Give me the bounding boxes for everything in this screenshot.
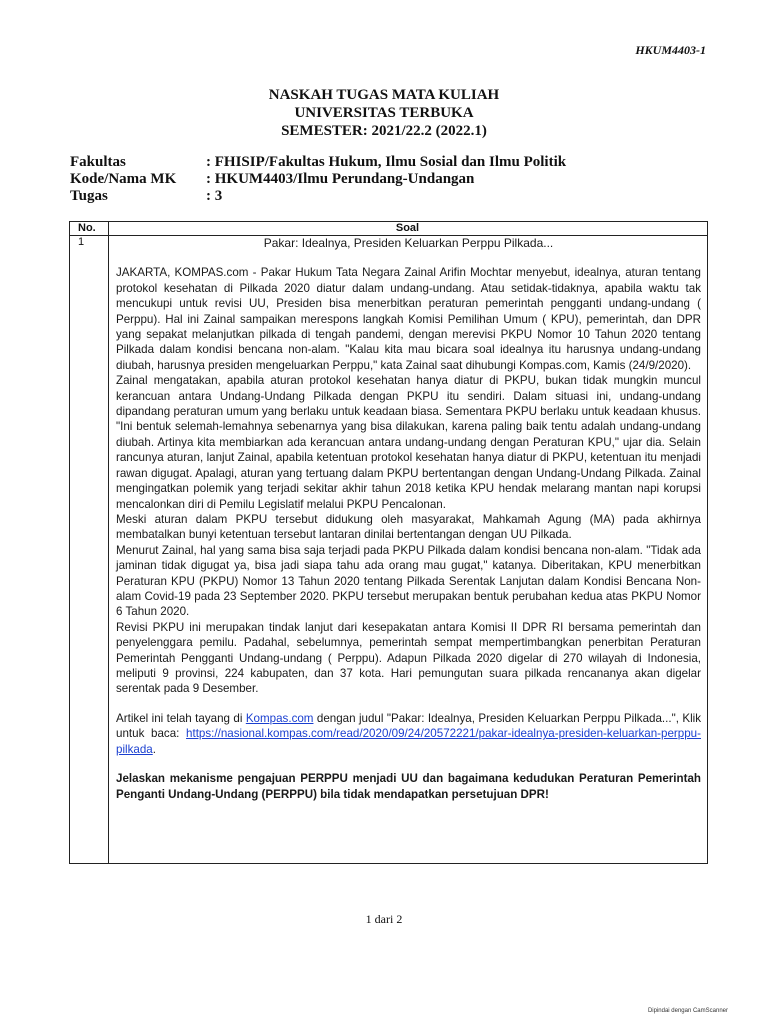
meta-key: Tugas: [70, 188, 108, 204]
title-line-1: NASKAH TUGAS MATA KULIAH: [268, 87, 500, 103]
meta-value: : 3: [206, 188, 223, 204]
article-heading: Pakar: Idealnya, Presiden Keluarkan Perppu Pilkada...: [263, 236, 554, 250]
source-suffix: .: [152, 742, 156, 756]
article-source: [116, 711, 701, 757]
meta-key: Kode/Nama MK: [70, 171, 177, 187]
page-number: 1 dari 2: [365, 912, 403, 926]
assignment-question: Jelaskan mekanisme pengajuan PERPPU menjadi UU dan bagaimana kedudukan Peraturan Pemerintah Penganti Undang-Undang (PERPPU) bila tidak mendapatkan persetujuan DPR!: [116, 772, 701, 801]
kompas-link[interactable]: Kompas.com: [245, 711, 314, 725]
title-line-2: UNIVERSITAS TERBUKA: [294, 105, 474, 121]
question-content: [116, 236, 701, 803]
article-paragraph-1: JAKARTA, KOMPAS.com - Pakar Hukum Tata Negara Zainal Arifin Mochtar menyebut, idealnya, aturan tentang protokol kesehatan di Pilkada 2020 diatur dalam undang-undang. Atau setidak-tidaknya, apabila waktu tak mencukupi untuk revisi UU, Presiden bisa menerbitkan peraturan pemerintah pengganti undang-undang ( Perppu). Hal ini Zainal sampaikan merespons langkah Komisi Pemilihan Umum ( KPU), pemerintah, dan DPR yang sepakat melanjutkan pilkada di tengah pandemi, dengan merevisi PKPU Nomor 10 Tahun 2020 tentang Pilkada dalam kondisi bencana non-alam. "Kalau kita mau bicara soal idealnya itu harusnya undang-undang diubah, harusnya presiden mengeluarkan Perppu," kata Zainal saat dihubungi Kompas.com, Kamis (24/9/2020).: [116, 266, 701, 372]
meta-row-kode: [70, 171, 566, 188]
course-meta: [70, 154, 566, 205]
meta-row-tugas: [70, 188, 566, 205]
article-paragraph-4: Menurut Zainal, hal yang sama bisa saja terjadi pada PKPU Pilkada dalam kondisi bencana non-alam. "Tidak ada jaminan tidak digugat ya, bisa jadi siapa tahu ada orang mau gugat," katanya. Diberitakan, KPU menerbitkan Peraturan KPU (PKPU) Nomor 13 Tahun 2020 tentang Pilkada Serentak Lanjutan dalam Kondisi Bencana Non-alam Covid-19 pada 23 September 2020. PKPU tersebut merupakan bentuk perubahan kedua atas PKPU Nomor 6 Tahun 2020.: [116, 543, 701, 619]
question-table: [69, 221, 708, 864]
header-soal: Soal: [395, 222, 420, 234]
meta-value: : HKUM4403/Ilmu Perundang-Undangan: [206, 171, 475, 187]
article-paragraph-3: Meski aturan dalam PKPU tersebut didukung oleh masyarakat, Mahkamah Agung (MA) pada akhirnya membatalkan bunyi ketentuan tersebut lantaran dinilai bertentangan dengan UU Pilkada.: [116, 512, 701, 542]
source-middle: dengan judul "Pakar: Idealnya, Presiden Keluarkan Perppu Pilkada...", Klik untuk baca:: [116, 711, 702, 741]
document-title: [0, 86, 768, 140]
article-paragraph-2: Zainal mengatakan, apabila aturan protokol kesehatan hanya diatur di PKPU, bukan tidak mungkin muncul kerancuan antara Undang-Undang Pilkada dengan PKPU itu sendiri. Dalam situasi ini, undang-undang dipandang peraturan umum yang berlaku untuk keadaan biasa. Sementara PKPU berlaku untuk keadaan khusus. "Ini bentuk selemah-lemahnya sebenarnya yang bisa dilakukan, karena paling baik tentu adalah undang-undang diubah. Artinya kita membiarkan ada kerancuan antara undang-undang dengan Peraturan KPU," ujar dia. Selain rancunya aturan, lanjut Zainal, apabila ketentuan protokol kesehatan hanya diatur di PKPU, ketentuan itu menjadi rawan digugat. Apalagi, aturan yang tertuang dalam PKPU bertentangan dengan Undang-Undang Pilkada. Zainal mengingatkan polemik yang terjadi sekitar akhir tahun 2018 ketika KPU hendak melarang mantan napi korupsi mencalonkan diri di Pemilu Legislatif melalui PKPU Pencalonan.: [116, 374, 701, 511]
scanner-watermark: Dipindai dengan CamScanner: [647, 1008, 728, 1014]
article-paragraph-5: Revisi PKPU ini merupakan tindak lanjut dari kesepakatan antara Komisi II DPR RI bersama pemerintah dan penyelenggara pemilu. Padahal, sebelumnya, pemerintah sempat mempertimbangkan penerbitan Peraturan Pemerintah Pengganti Undang-undang ( Perppu). Adapun Pilkada 2020 digelar di 270 wilayah di Indonesia, meliputi 9 provinsi, 224 kabupaten, dan 37 kota. Hari pemungutan suara pilkada rencananya akan digelar serentak pada 9 Desember.: [116, 620, 701, 696]
document-code: HKUM4403-1: [635, 43, 706, 57]
source-prefix: Artikel ini telah tayang di: [116, 711, 246, 725]
row-number: 1: [78, 236, 85, 248]
meta-row-fakultas: [70, 154, 566, 171]
title-line-3: SEMESTER: 2021/22.2 (2022.1): [281, 123, 487, 139]
meta-value: : FHISIP/Fakultas Hukum, Ilmu Sosial dan Ilmu Politik: [206, 154, 567, 170]
header-no: No.: [78, 222, 96, 234]
column-divider: [108, 222, 109, 863]
article-url-link[interactable]: https://nasional.kompas.com/read/2020/09/24/20572221/pakar-idealnya-presiden-keluarkan-perppu-pilkada: [116, 727, 701, 756]
meta-key: Fakultas: [70, 154, 126, 170]
